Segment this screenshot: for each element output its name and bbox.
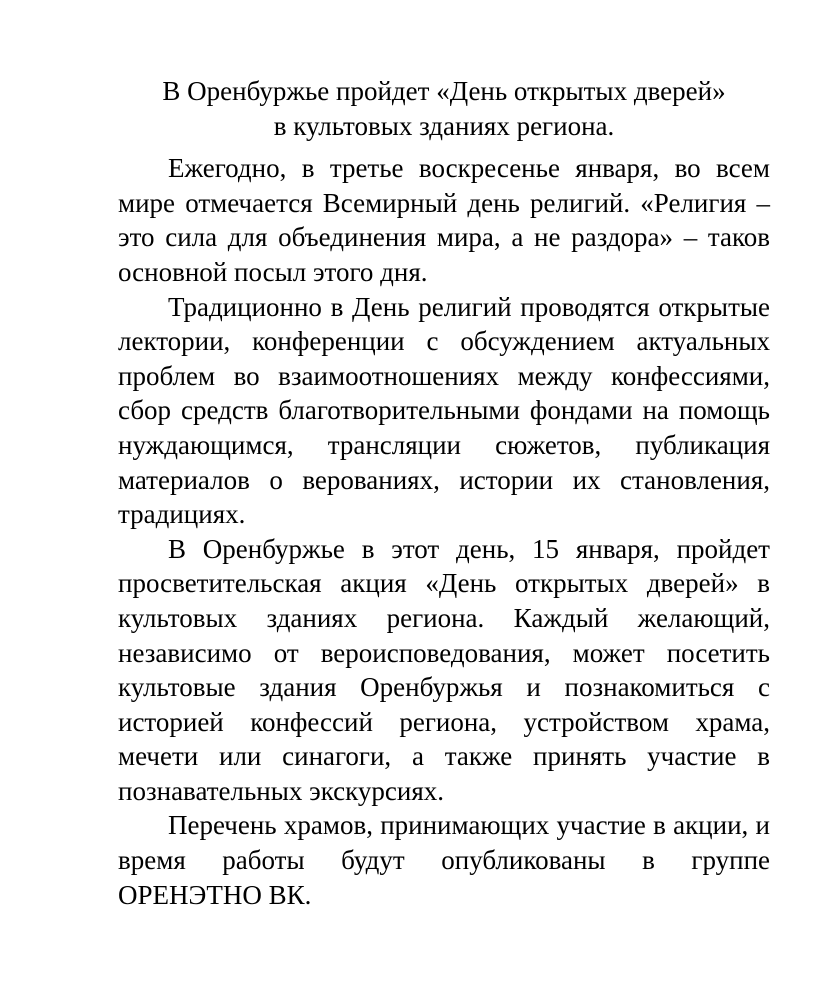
paragraph-temple-list: Перечень храмов, принимающих участие в акции, и время работы будут опубликованы в группе ОРЕНЭТНО ВК. xyxy=(118,810,770,910)
title-line-2: в культовых зданиях региона. xyxy=(273,110,615,141)
document-title xyxy=(118,74,770,143)
title-line-1: В Оренбуржье пройдет «День открытых дверей» xyxy=(162,76,726,106)
paragraph-traditions: Традиционно в День религий проводятся открытые лектории, конференции с обсуждением актуальных проблем во взаимоотношениях между конфессиями, сбор средств благотворительными фондами на помощь нуждающимся, трансляции сюжетов, публикация материалов о верованиях, истории их становления, традициях. xyxy=(118,291,770,530)
document-page xyxy=(118,74,770,912)
paragraph-open-doors-event: В Оренбуржье в этот день, 15 января, пройдет просветительская акция «День открытых дверей» в культовых зданиях региона. Каждый желающий, независимо от вероисповедования, может посетить культовые здания Оренбуржья и познакомиться с историей конфессий региона, устройством храма, мечети или синагоги, а также принять участие в познавательных экскурсиях. xyxy=(118,533,770,806)
paragraph-world-religion-day: Ежегодно, в третье воскресенье января, во всем мире отмечается Всемирный день религий. «Религия – это сила для объединения мира, а не раздора» – таков основной посыл этого дня. xyxy=(118,153,770,287)
